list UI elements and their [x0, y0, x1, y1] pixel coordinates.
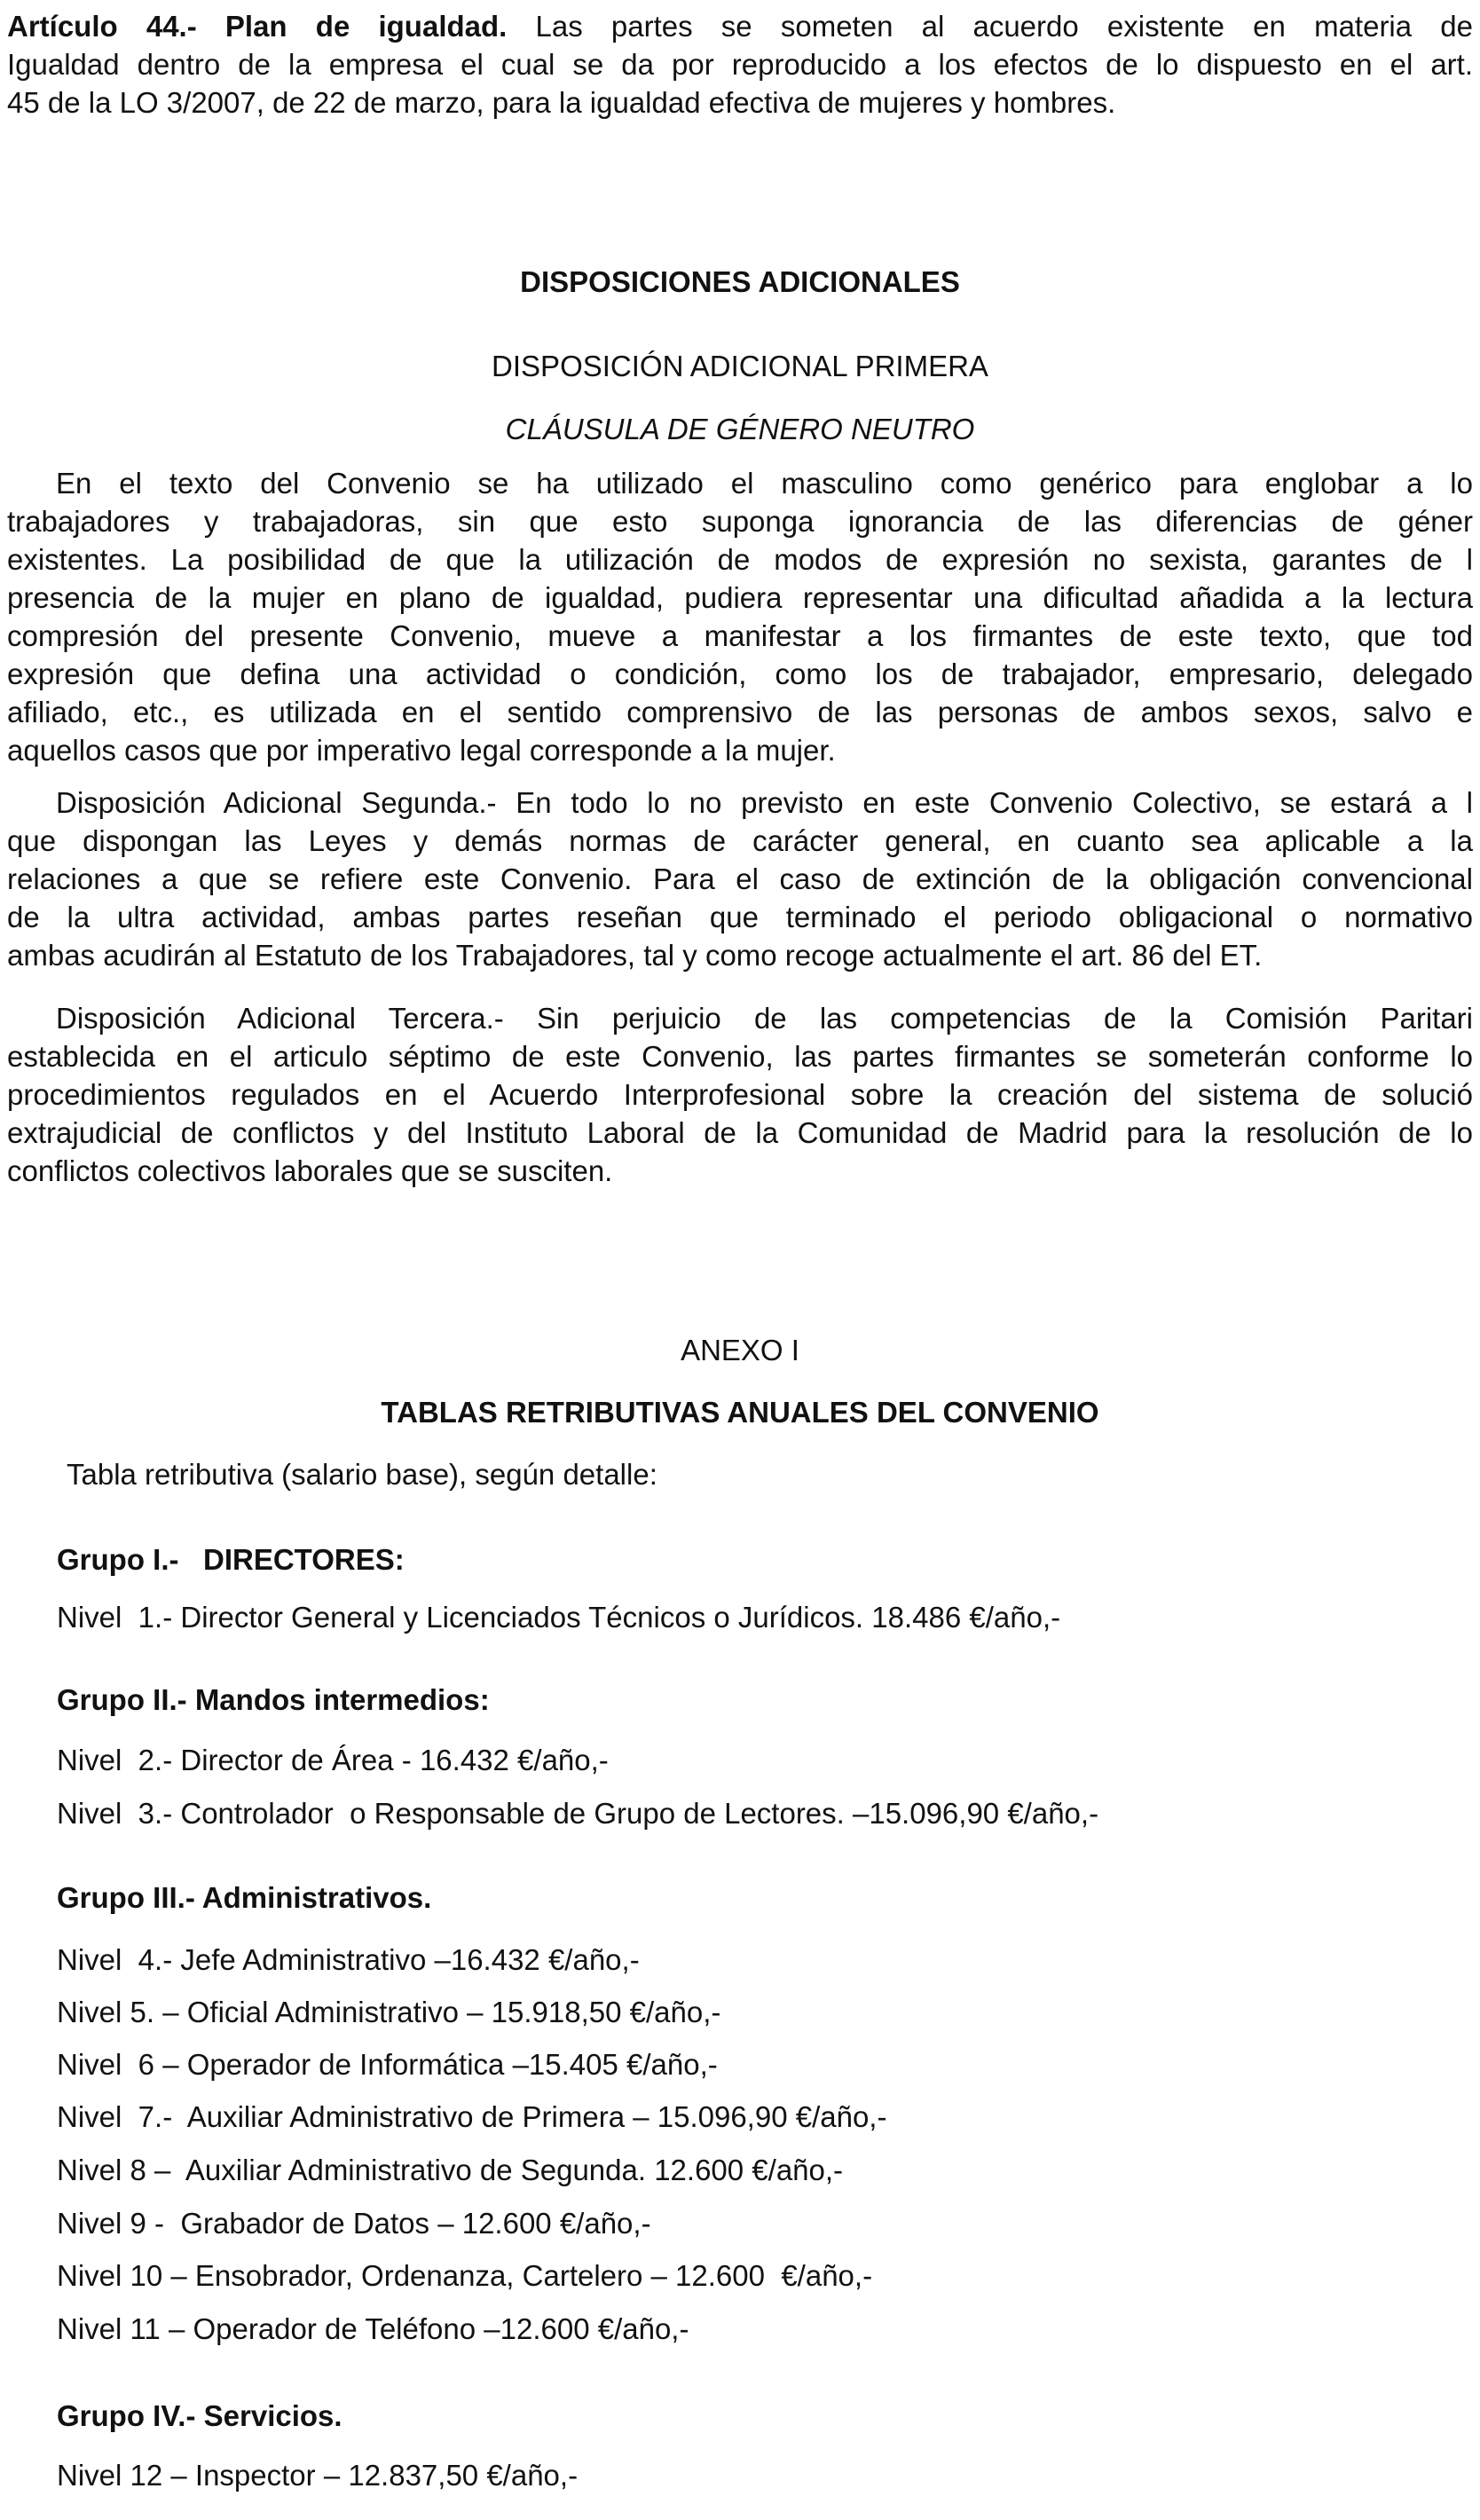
tercera-paragraph	[7, 999, 1473, 1190]
group-title: Grupo II.- Mandos intermedios:	[57, 1683, 490, 1716]
segunda-line: de la ultra actividad, ambas partes reseñan que terminado el periodo obligacional o normativo	[7, 901, 1473, 933]
tercera-line: conflictos colectivos laborales que se susciten.	[7, 1154, 613, 1187]
level-line: Nivel 1.- Director General y Licenciados Técnicos o Jurídicos. 18.486 €/año,-	[57, 1601, 1061, 1634]
tercera-line: establecida en el articulo séptimo de este Convenio, las partes firmantes se someterán conforme lo	[7, 1040, 1473, 1073]
primera-line: existentes. La posibilidad de que la utilización de modos de expresión no sexista, garantes de l	[7, 543, 1473, 576]
primera-line: En el texto del Convenio se ha utilizado el masculino como genérico para englobar a lo	[56, 467, 1473, 500]
disposiciones-title: DISPOSICIONES ADICIONALES	[520, 265, 960, 298]
segunda-line: que dispongan las Leyes y demás normas de carácter general, en cuanto sea aplicable a la	[7, 824, 1473, 857]
anexo-intro: Tabla retributiva (salario base), según detalle:	[67, 1458, 657, 1491]
anexo-title: ANEXO I	[681, 1334, 799, 1366]
article-44-line-2: Igualdad dentro de la empresa el cual se da por reproducido a los efectos de lo dispuesto en el art.	[7, 48, 1473, 81]
level-line: Nivel 11 – Operador de Teléfono –12.600 €/año,-	[57, 2312, 689, 2345]
primera-line: compresión del presente Convenio, mueve a manifestar a los firmantes de este texto, que tod	[7, 619, 1473, 652]
segunda-line: ambas acudirán al Estatuto de los Trabajadores, tal y como recoge actualmente el art. 86 del ET.	[7, 939, 1263, 972]
level-line: Nivel 10 – Ensobrador, Ordenanza, Cartelero – 12.600 €/año,-	[57, 2259, 873, 2292]
tercera-line: Disposición Adicional Tercera.- Sin perjuicio de las competencias de la Comisión Paritari	[56, 1002, 1473, 1035]
group-title: Grupo III.- Administrativos.	[57, 1881, 432, 1914]
group-title: Grupo IV.- Servicios.	[57, 2399, 342, 2432]
article-44-paragraph	[7, 7, 1473, 122]
level-line: Nivel 12 – Inspector – 12.837,50 €/año,-	[57, 2459, 579, 2492]
level-line: Nivel 2.- Director de Área - 16.432 €/año,-	[57, 1744, 609, 1776]
level-line: Nivel 5. – Oficial Administrativo – 15.918,50 €/año,-	[57, 1996, 721, 2028]
primera-paragraph	[7, 464, 1473, 769]
tercera-line: extrajudicial de conflictos y del Instituto Laboral de la Comunidad de Madrid para la resolución de lo	[7, 1116, 1473, 1149]
article-44-text: Las partes se someten al acuerdo existente en materia de	[507, 10, 1473, 43]
level-line: Nivel 6 – Operador de Informática –15.405 €/año,-	[57, 2048, 718, 2081]
article-44-line-3: 45 de la LO 3/2007, de 22 de marzo, para la igualdad efectiva de mujeres y hombres.	[7, 86, 1116, 119]
level-line: Nivel 7.- Auxiliar Administrativo de Primera – 15.096,90 €/año,-	[57, 2100, 887, 2133]
level-line: Nivel 8 – Auxiliar Administrativo de Segunda. 12.600 €/año,-	[57, 2154, 844, 2186]
level-line: Nivel 9 - Grabador de Datos – 12.600 €/año,-	[57, 2207, 651, 2240]
segunda-line: Disposición Adicional Segunda.- En todo lo no previsto en este Convenio Colectivo, se estará a l	[56, 786, 1473, 819]
level-line: Nivel 4.- Jefe Administrativo –16.432 €/año,-	[57, 1943, 640, 1976]
group-title: Grupo I.- DIRECTORES:	[57, 1543, 405, 1576]
primera-line: aquellos casos que por imperativo legal corresponde a la mujer.	[7, 734, 836, 767]
primera-line: expresión que defina una actividad o condición, como los de trabajador, empresario, delegado	[7, 658, 1473, 690]
primera-subtitle: CLÁUSULA DE GÉNERO NEUTRO	[505, 413, 975, 445]
tercera-line: procedimientos regulados en el Acuerdo Interprofesional sobre la creación del sistema de solució	[7, 1078, 1473, 1111]
primera-title: DISPOSICIÓN ADICIONAL PRIMERA	[492, 350, 988, 382]
anexo-subtitle: TABLAS RETRIBUTIVAS ANUALES DEL CONVENIO	[381, 1396, 1099, 1429]
primera-line: presencia de la mujer en plano de igualdad, pudiera representar una dificultad añadida a la lectura	[7, 581, 1473, 614]
segunda-line: relaciones a que se refiere este Convenio. Para el caso de extinción de la obligación convencional	[7, 862, 1473, 895]
level-line: Nivel 3.- Controlador o Responsable de Grupo de Lectores. –15.096,90 €/año,-	[57, 1797, 1099, 1830]
article-44-heading: Artículo 44.- Plan de igualdad.	[7, 10, 508, 43]
primera-line: trabajadores y trabajadoras, sin que esto suponga ignorancia de las diferencias de géner	[7, 505, 1473, 538]
article-44-line-1	[7, 7, 1473, 45]
segunda-paragraph	[7, 784, 1473, 974]
primera-line: afiliado, etc., es utilizada en el sentido comprensivo de las personas de ambos sexos, salvo e	[7, 696, 1473, 728]
